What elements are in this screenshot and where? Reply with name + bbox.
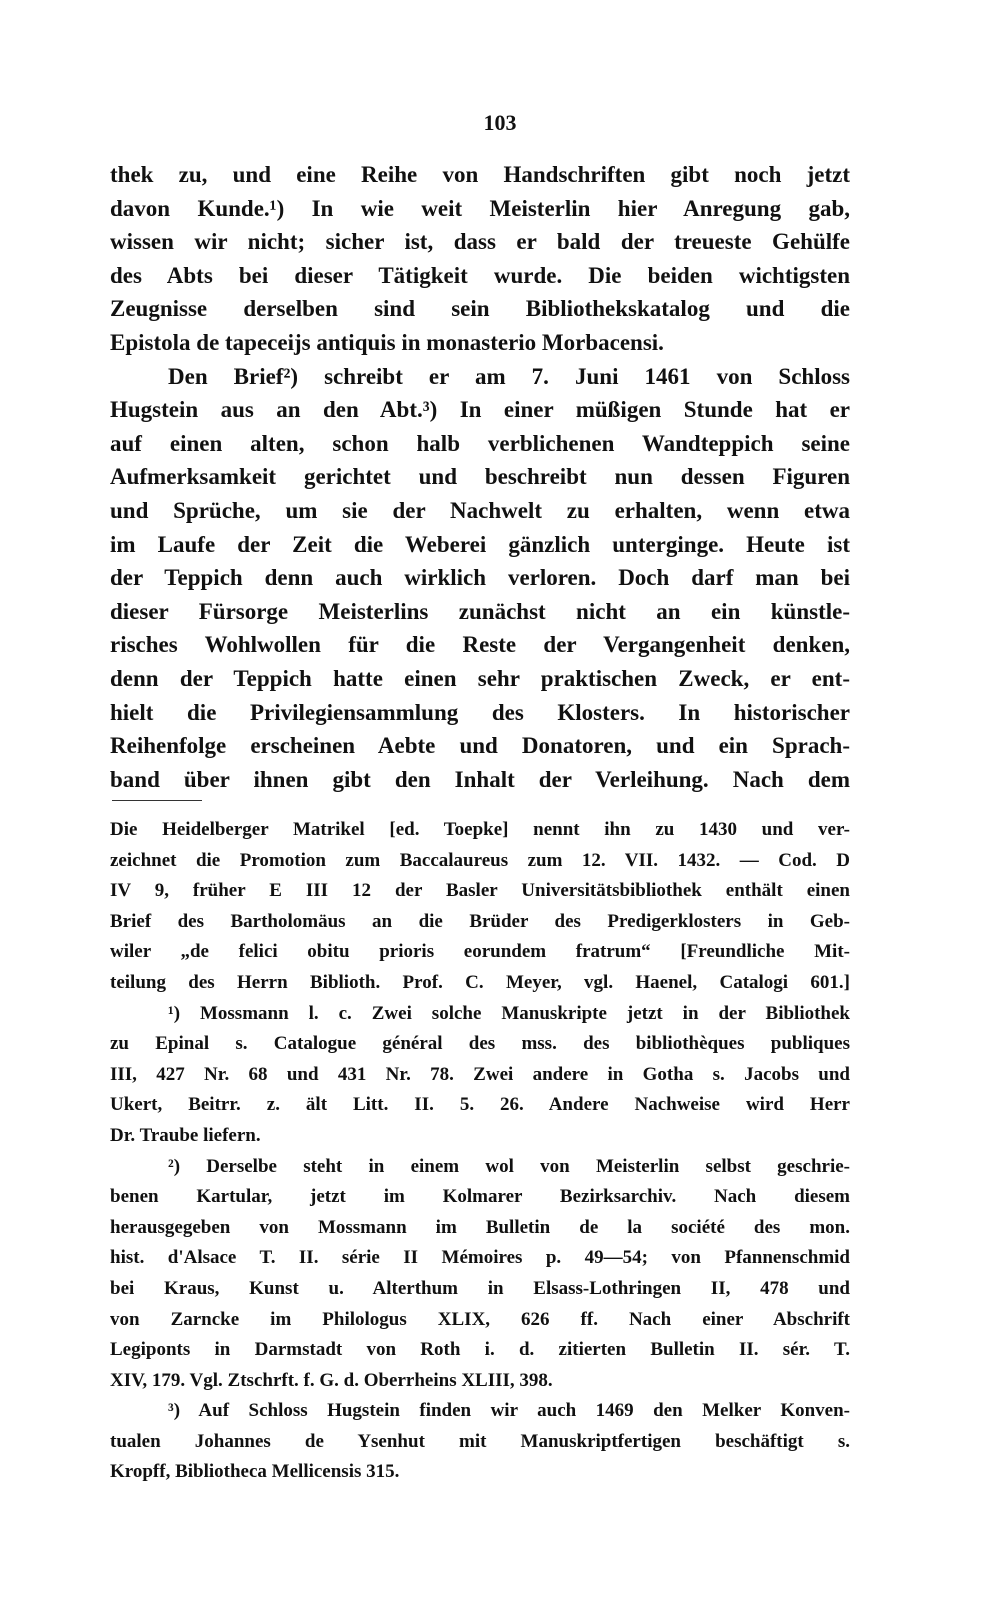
footnote-separator <box>112 800 202 801</box>
text-line: auf einen alten, schon halb verblichenen Wandteppich seine <box>110 430 850 456</box>
text-line: davon Kunde.¹) In wie weit Meisterlin hier Anregung gab, <box>110 195 850 221</box>
footnote-line: III, 427 Nr. 68 und 431 Nr. 78. Zwei andere in Gotha s. Jacobs und <box>110 1063 850 1085</box>
text-line: Hugstein aus an den Abt.³) In einer müßigen Stunde hat er <box>110 397 850 423</box>
footnote-line: Brief des Bartholomäus an die Brüder des Predigerklosters in Geb- <box>110 910 850 932</box>
footnote-line: ¹) Mossmann l. c. Zwei solche Manuskripte jetzt in der Bibliothek <box>168 1002 850 1024</box>
footnote-line: herausgegeben von Mossmann im Bulletin de la société des mon. <box>110 1216 850 1238</box>
footnote-line: Dr. Traube liefern. <box>110 1124 261 1146</box>
footnote-line: tualen Johannes de Ysenhut mit Manuskriptfertigen beschäftigt s. <box>110 1430 850 1452</box>
footnote-line: hist. d'Alsace T. II. série II Mémoires p. 49—54; von Pfannenschmid <box>110 1247 850 1269</box>
text-line: der Teppich denn auch wirklich verloren. Doch darf man bei <box>110 565 850 591</box>
text-line: wissen wir nicht; sicher ist, dass er bald der treueste Gehülfe <box>110 229 850 255</box>
text-line: denn der Teppich hatte einen sehr praktischen Zweck, er ent- <box>110 665 850 691</box>
text-line: Reihenfolge erscheinen Aebte und Donatoren, und ein Sprach- <box>110 733 850 759</box>
text-line: Aufmerksamkeit gerichtet und beschreibt nun dessen Figuren <box>110 464 850 490</box>
footnotes <box>110 815 850 1488</box>
text-line: des Abts bei dieser Tätigkeit wurde. Die beiden wichtigsten <box>110 262 850 288</box>
footnote-line: Ukert, Beitrr. z. ält Litt. II. 5. 26. Andere Nachweise wird Herr <box>110 1094 850 1116</box>
page-number: 103 <box>483 110 517 135</box>
text-line: Epistola de tapeceijs antiquis in monasterio Morbacensi. <box>110 329 664 355</box>
footnote-line: teilung des Herrn Biblioth. Prof. C. Meyer, vgl. Haenel, Catalogi 601.] <box>110 971 850 993</box>
footnote-line: benen Kartular, jetzt im Kolmarer Bezirksarchiv. Nach diesem <box>110 1186 850 1208</box>
text-line: und Sprüche, um sie der Nachwelt zu erhalten, wenn etwa <box>110 497 850 523</box>
text-line: risches Wohlwollen für die Reste der Vergangenheit denken, <box>110 632 850 658</box>
footnote-line: ³) Auf Schloss Hugstein finden wir auch 1469 den Melker Konven- <box>168 1400 850 1422</box>
text-line: im Laufe der Zeit die Weberei gänzlich unterginge. Heute ist <box>110 531 850 557</box>
text-line: Den Brief²) schreibt er am 7. Juni 1461 von Schloss <box>168 363 850 389</box>
footnote-line: von Zarncke im Philologus XLIX, 626 ff. Nach einer Abschrift <box>110 1308 850 1330</box>
footnote-line: XIV, 179. Vgl. Ztschrft. f. G. d. Oberrheins XLIII, 398. <box>110 1369 553 1391</box>
text-line: band über ihnen gibt den Inhalt der Verleihung. Nach dem <box>110 766 850 792</box>
footnote-line: Die Heidelberger Matrikel [ed. Toepke] nennt ihn zu 1430 und ver- <box>110 819 850 840</box>
main-text-body <box>110 158 850 796</box>
text-line: Zeugnisse derselben sind sein Bibliothekskatalog und die <box>110 296 850 322</box>
footnote-line: zu Epinal s. Catalogue général des mss. des bibliothèques publiques <box>110 1033 850 1055</box>
text-line: dieser Fürsorge Meisterlins zunächst nicht an ein künstle- <box>110 598 850 624</box>
footnote-line: Legiponts in Darmstadt von Roth i. d. zitierten Bulletin II. sér. T. <box>110 1339 850 1361</box>
text-line: hielt die Privilegiensammlung des Klosters. In historischer <box>110 699 850 725</box>
footnote-line: zeichnet die Promotion zum Baccalaureus zum 12. VII. 1432. — Cod. D <box>110 849 850 871</box>
footnote-line: wiler „de felici obitu prioris eorundem fratrum“ [Freundliche Mit- <box>110 941 850 963</box>
footnote-line: Kropff, Bibliotheca Mellicensis 315. <box>110 1461 400 1483</box>
footnote-line: IV 9, früher E III 12 der Basler Universitätsbibliothek enthält einen <box>110 880 850 902</box>
footnote-line: bei Kraus, Kunst u. Alterthum in Elsass-Lothringen II, 478 und <box>110 1277 850 1299</box>
text-line: thek zu, und eine Reihe von Handschriften gibt noch jetzt <box>110 162 850 187</box>
footnote-line: ²) Derselbe steht in einem wol von Meisterlin selbst geschrie- <box>168 1155 850 1177</box>
